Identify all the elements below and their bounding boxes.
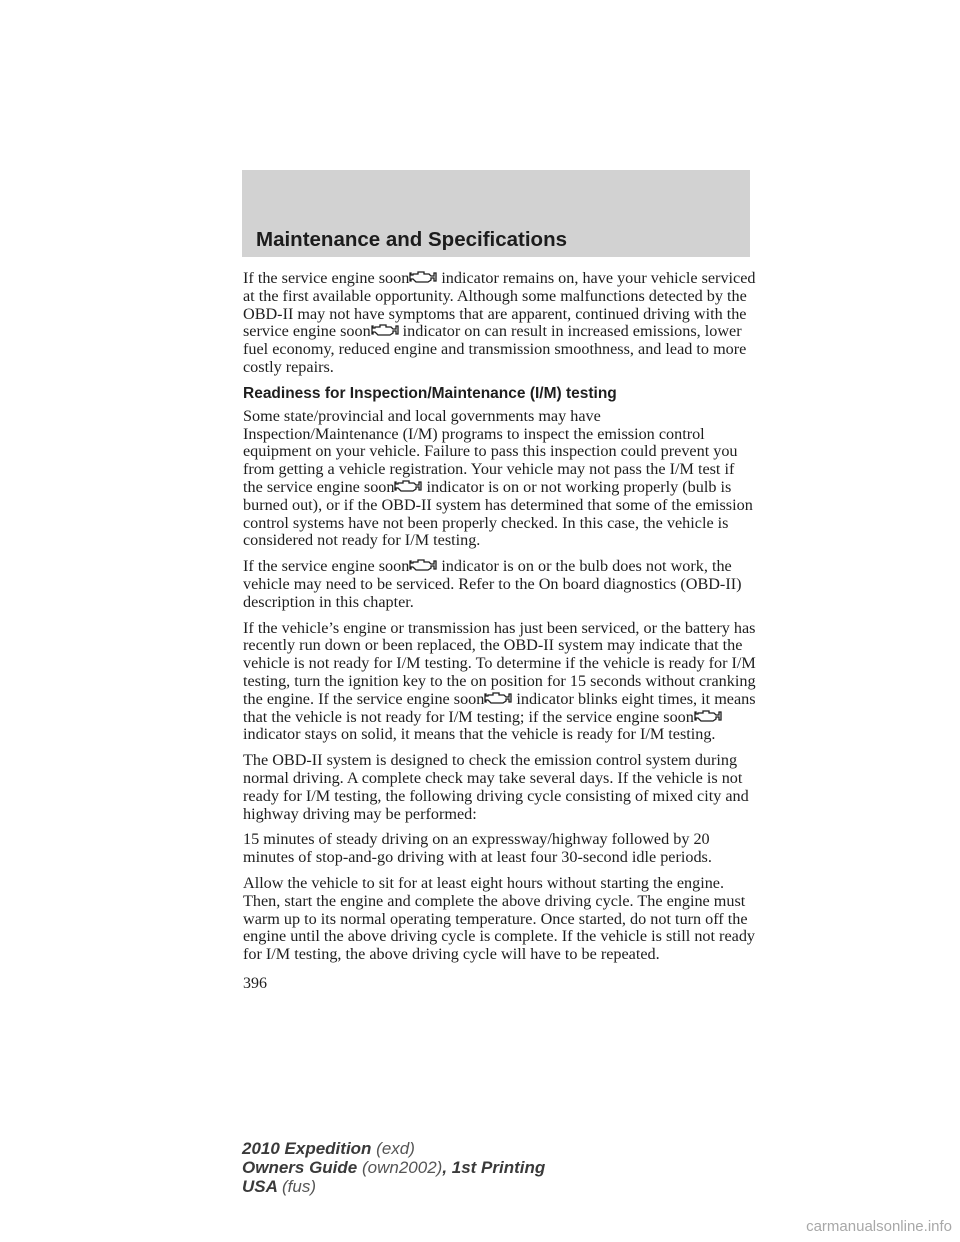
footer-line-1: 2010 Expedition (exd) — [242, 1139, 415, 1158]
paragraph-3: If the service engine soon indicator is on or the bulb does not work, the vehicle may need to be serviced. Refer to the On board diagnostics (OBD-II) description in this chapter. — [243, 557, 742, 611]
watermark: carmanualsonline.info — [806, 1218, 952, 1235]
page-content — [243, 270, 758, 972]
paragraph-2: Some state/provincial and local governments may have Inspection/Maintenance (I/M) programs to inspect the emission control equipment on your vehicle. Failure to pass this inspection could prevent you from getting a vehicle registration. Your vehicle may not pass the I/M test if the service engine soon indicator is on or not working properly (bulb is burned out), or if the OBD-II system has determined that some of the emission control systems have not been properly checked. In this case, the vehicle is considered not ready for I/M testing. — [243, 406, 753, 550]
check-engine-icon — [409, 270, 441, 284]
check-engine-icon — [394, 479, 426, 493]
check-engine-icon — [694, 709, 726, 723]
check-engine-icon — [484, 691, 516, 705]
page-number: 396 — [243, 975, 267, 992]
check-engine-icon — [409, 558, 441, 572]
check-engine-icon — [371, 323, 403, 337]
paragraph-7: Allow the vehicle to sit for at least eight hours without starting the engine. Then, start the engine and complete the above driving cycle. The engine must warm up to its normal operating temperature. Once started, do not turn off the engine until the above driving cycle is complete. If the vehicle is still not ready for I/M testing, the above driving cycle will have to be repeated. — [243, 873, 756, 964]
footer-block — [242, 1139, 545, 1196]
footer-line-2: Owners Guide (own2002), 1st Printing — [242, 1158, 546, 1177]
section-title: Maintenance and Specifications — [256, 228, 567, 251]
paragraph-6: 15 minutes of steady driving on an expressway/highway followed by 20 minutes of stop-and-go driving with at least four 30-second idle periods. — [243, 830, 712, 867]
footer-line-3: USA (fus) — [242, 1177, 316, 1196]
paragraph-1: If the service engine soon indicator remains on, have your vehicle serviced at the first available opportunity. Although some malfunctions detected by the OBD-II may not have symptoms that are apparent, continued driving with the service engine soon indicator on can result in increased emissions, lower fuel economy, reduced engine and transmission smoothness, and lead to more costly repairs. — [243, 269, 756, 376]
paragraph-4: If the vehicle’s engine or transmission has just been serviced, or the battery has recently run down or been replaced, the OBD-II system may indicate that the vehicle is not ready for I/M testing. To determine if the vehicle is ready for I/M testing, turn the ignition key to the on position for 15 seconds without cranking the engine. If the service engine soon indicator blinks eight times, it means that the vehicle is not ready for I/M testing; if the service engine soon indicator stays on solid, it means that the vehicle is ready for I/M testing. — [243, 618, 756, 744]
readiness-heading: Readiness for Inspection/Maintenance (I/M) testing — [243, 384, 617, 402]
paragraph-5: The OBD-II system is designed to check the emission control system during normal driving. A complete check may take several days. If the vehicle is not ready for I/M testing, the following driving cycle consisting of mixed city and highway driving may be performed: — [243, 751, 749, 823]
